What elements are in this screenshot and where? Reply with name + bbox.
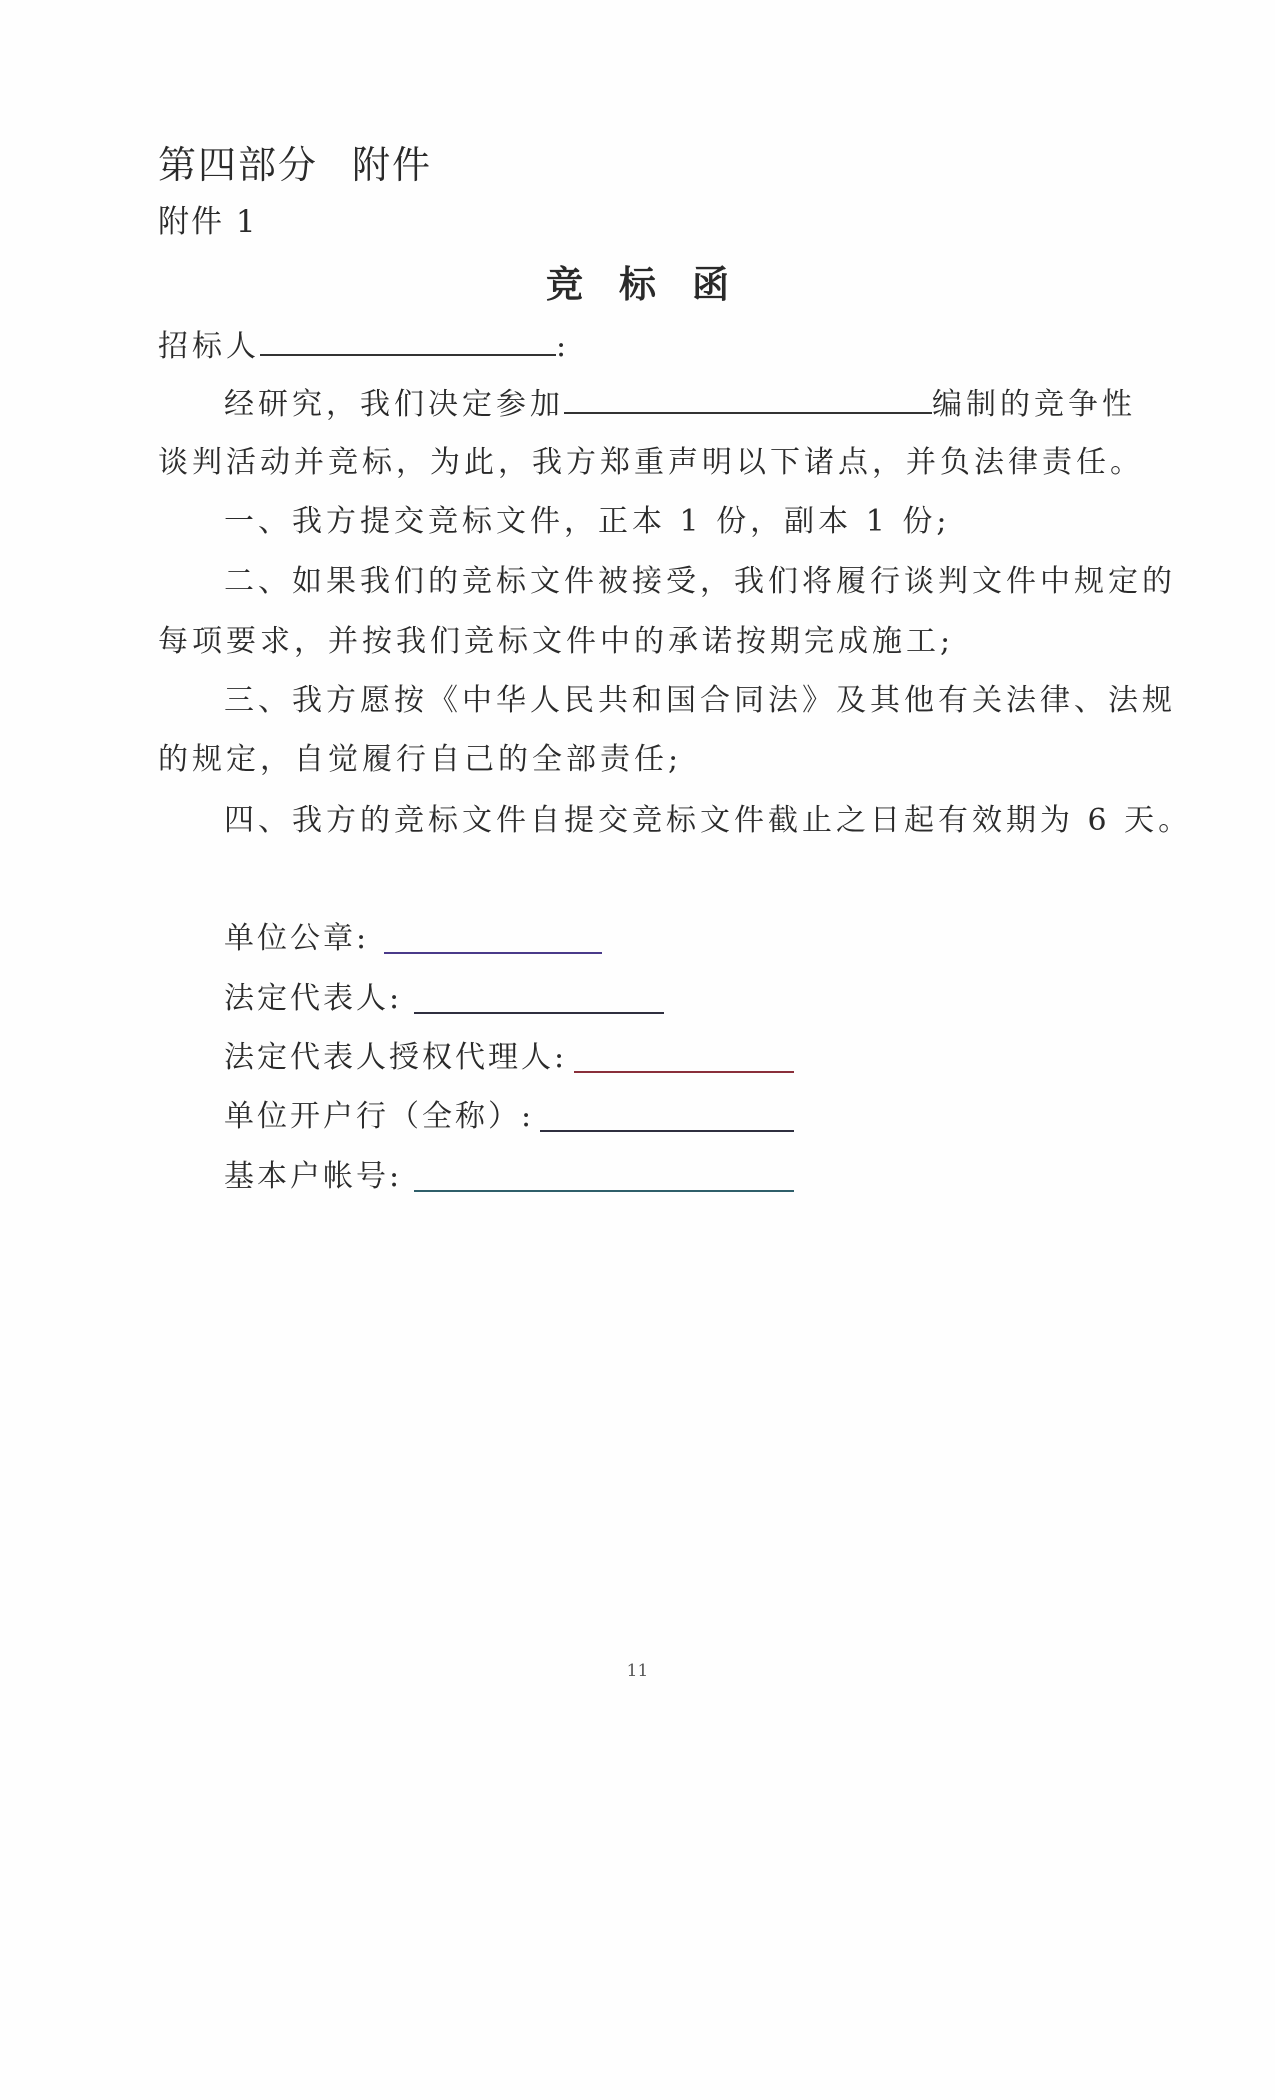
seal-label: 单位公章: [224, 921, 370, 956]
agent-label: 法定代表人授权代理人: [224, 1040, 568, 1075]
project-blank[interactable] [564, 388, 932, 414]
section-name: 附件 [352, 143, 433, 187]
recipient-colon: : [556, 329, 571, 364]
intro-prefix: 经研究，我们决定参加 [224, 387, 564, 422]
attachment-label: 附件 1 [158, 204, 258, 240]
account-label: 基本户帐号: [224, 1159, 403, 1194]
legal-rep-line[interactable] [414, 1012, 664, 1014]
legal-rep-label: 法定代表人: [224, 981, 403, 1016]
account-line[interactable] [414, 1190, 794, 1192]
recipient-label: 招标人 [158, 329, 260, 364]
clause-3-line-1: 三、我方愿按《中华人民共和国合同法》及其他有关法律、法规 [224, 683, 1176, 718]
recipient-blank[interactable] [260, 330, 556, 356]
intro-line-1 [224, 388, 1136, 420]
bank-line[interactable] [540, 1130, 794, 1132]
clause-2-line-2: 每项要求，并按我们竞标文件中的承诺按期完成施工; [158, 624, 955, 659]
clause-3-line-2: 的规定，自觉履行自己的全部责任; [158, 742, 683, 777]
section-heading [158, 143, 433, 187]
seal-line[interactable] [384, 952, 602, 954]
clause-4: 四、我方的竞标文件自提交竞标文件截止之日起有效期为 6 天。 [224, 803, 1193, 838]
agent-line[interactable] [574, 1071, 794, 1073]
recipient-line [158, 330, 570, 362]
intro-line-2: 谈判活动并竞标，为此，我方郑重声明以下诸点，并负法律责任。 [158, 445, 1144, 480]
bank-label: 单位开户行（全称）: [224, 1099, 535, 1134]
intro-suffix: 编制的竞争性 [932, 387, 1136, 422]
section-part: 第四部分 [158, 143, 319, 187]
clause-1: 一、我方提交竞标文件，正本 1 份，副本 1 份; [224, 504, 951, 539]
document-title: 竞标函 [546, 262, 765, 306]
page-number: 11 [626, 1661, 649, 1681]
clause-2-line-1: 二、如果我们的竞标文件被接受，我们将履行谈判文件中规定的 [224, 564, 1176, 599]
